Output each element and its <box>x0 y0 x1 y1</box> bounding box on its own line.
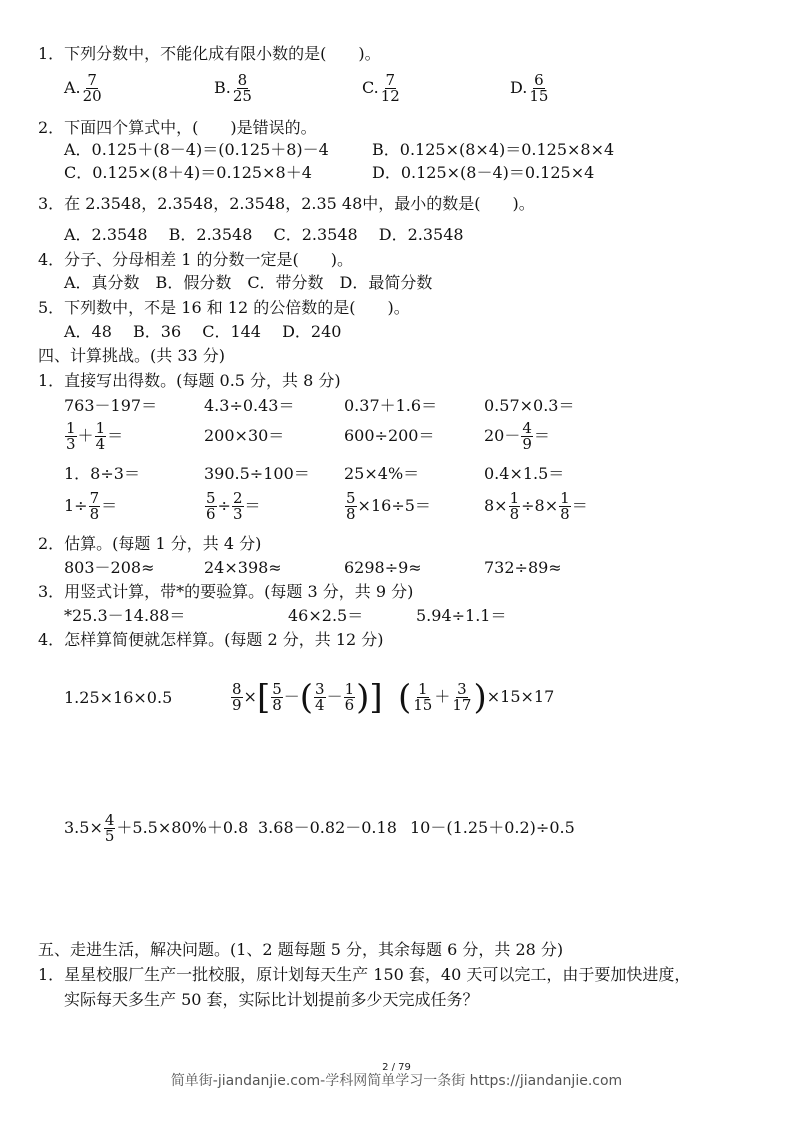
q1-option-d: D. $\frac{6}{15}$ <box>510 71 549 105</box>
section-4-part-4: 4．怎样算简便就怎样算。(每题 2 分，共 12 分) <box>38 630 384 649</box>
simplify-3: ( $\frac{1}{15}$ ＋ $\frac{3}{17}$ )×15×17 <box>398 677 555 718</box>
calc-r2c3: 600÷200＝ <box>344 426 435 445</box>
page-number: 2 / 79 <box>382 1062 411 1073</box>
vertical-calc-2: 46×2.5＝ <box>288 606 364 625</box>
calc-r1c4: 0.57×0.3＝ <box>484 396 575 415</box>
q4-options: A．真分数 B．假分数 C．带分数 D．最简分数 <box>64 273 433 292</box>
simplify-6: 10－(1.25＋0.2)÷0.5 <box>410 818 575 837</box>
simplify-5: 3.68－0.82－0.18 <box>258 818 397 837</box>
calc-r4c1: 1÷ $\frac{7}{8}$ ＝ <box>64 489 118 523</box>
calc-r4c4: 8× $\frac{1}{8}$ ÷8× $\frac{1}{8}$ ＝ <box>484 489 588 523</box>
calc-r2c2: 200×30＝ <box>204 426 285 445</box>
calc-r4c2: $\frac{5}{6}$ ÷ $\frac{2}{3}$ ＝ <box>206 489 261 523</box>
q2-option-d: D．0.125×(8－4)＝0.125×4 <box>372 163 595 182</box>
q3-options: A．2.3548 B．2.3548 C．2.3548 D．2.3548 <box>64 225 464 244</box>
vertical-calc-3: 5.94÷1.1＝ <box>416 606 507 625</box>
q1-option-c: C. $\frac{7}{12}$ <box>362 71 400 105</box>
q4-stem: 4．分子、分母相差 1 的分数一定是( )。 <box>38 250 354 269</box>
q5-stem: 5．下列数中，不是 16 和 12 的公倍数的是( )。 <box>38 298 410 317</box>
q1-stem: 1．下列分数中，不能化成有限小数的是( )。 <box>38 44 381 63</box>
q2-stem: 2．下面四个算式中，( )是错误的。 <box>38 118 317 137</box>
calc-r2c1: $\frac{1}{3}$ ＋ $\frac{1}{4}$ ＝ <box>66 419 124 453</box>
calc-r4c3: $\frac{5}{8}$ ×16÷5＝ <box>346 489 431 523</box>
calc-r3c3: 25×4%＝ <box>344 464 420 483</box>
q1-option-b: B. $\frac{8}{25}$ <box>214 71 252 105</box>
simplify-4: 3.5× $\frac{4}{5}$ ＋5.5×80%＋0.8 <box>64 811 249 845</box>
calc-r1c1: 763－197＝ <box>64 396 158 415</box>
section-4-part-2: 2．估算。(每题 1 分，共 4 分) <box>38 534 262 553</box>
calc-r3c1: 1．8÷3＝ <box>64 464 140 483</box>
section-4-part-1: 1．直接写出得数。(每题 0.5 分，共 8 分) <box>38 371 341 390</box>
estimate-2: 24×398≈ <box>204 558 282 577</box>
calc-r3c4: 0.4×1.5＝ <box>484 464 565 483</box>
q5-options: A．48 B．36 C．144 D．240 <box>64 322 342 341</box>
vertical-calc-1: *25.3－14.88＝ <box>64 606 186 625</box>
estimate-1: 803－208≈ <box>64 558 155 577</box>
calc-r3c2: 390.5÷100＝ <box>204 464 310 483</box>
section-5-title: 五、走进生活，解决问题。(1、2 题每题 5 分，其余每题 6 分，共 28 分) <box>38 940 564 959</box>
q2-option-b: B．0.125×(8×4)＝0.125×8×4 <box>372 140 615 159</box>
q2-option-c: C．0.125×(8＋4)＝0.125×8＋4 <box>64 163 312 182</box>
problem-1-line-1: 1．星星校服厂生产一批校服，原计划每天生产 150 套，40 天可以完工，由于要加快进度， <box>38 965 691 984</box>
simplify-2: $\frac{8}{9}$ ×[ $\frac{5}{8}$ －( $\frac{3}{4}$ － $\frac{1}{6}$ )] <box>232 677 383 718</box>
q2-option-a: A．0.125＋(8－4)＝(0.125＋8)－4 <box>64 140 329 159</box>
q1-option-a: A. $\frac{7}{20}$ <box>64 71 102 105</box>
simplify-1: 1.25×16×0.5 <box>64 688 173 707</box>
calc-r2c4: 20－ $\frac{4}{9}$ ＝ <box>484 419 550 453</box>
problem-1-line-2: 实际每天多生产 50 套，实际比计划提前多少天完成任务？ <box>64 990 479 1009</box>
estimate-3: 6298÷9≈ <box>344 558 422 577</box>
calc-r1c2: 4.3÷0.43＝ <box>204 396 295 415</box>
calc-r1c3: 0.37＋1.6＝ <box>344 396 438 415</box>
footer-watermark: 简单街-jiandanjie.com-学科网简单学习一条街 https://jiandanjie.com <box>170 1073 623 1089</box>
section-4-title: 四、计算挑战。(共 33 分) <box>38 346 226 365</box>
q3-stem: 3．在 2.3548，2.3548，2.3548，2.35 48中，最小的数是( )。 <box>38 194 535 213</box>
estimate-4: 732÷89≈ <box>484 558 562 577</box>
section-4-part-3: 3．用竖式计算，带*的要验算。(每题 3 分，共 9 分) <box>38 582 414 601</box>
